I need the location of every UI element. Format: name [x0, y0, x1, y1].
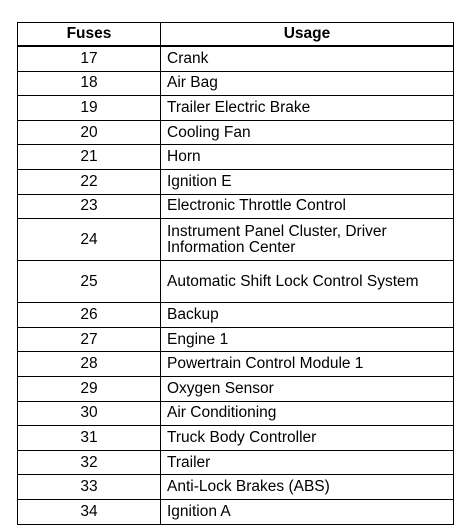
usage-cell: Cooling Fan — [161, 120, 454, 145]
usage-cell: Air Bag — [161, 71, 454, 96]
usage-cell: Truck Body Controller — [161, 426, 454, 451]
fuse-number-cell: 20 — [18, 120, 161, 145]
table-row — [18, 261, 454, 303]
fuses-column-header: Fuses — [18, 23, 161, 47]
table-row — [18, 376, 454, 401]
fuse-number-cell: 18 — [18, 71, 161, 96]
fuse-number-cell: 31 — [18, 426, 161, 451]
fuse-number-cell: 34 — [18, 499, 161, 524]
usage-cell: Ignition E — [161, 169, 454, 194]
table-row — [18, 352, 454, 377]
usage-cell: Trailer — [161, 450, 454, 475]
fuse-number-cell: 27 — [18, 327, 161, 352]
usage-cell: Oxygen Sensor — [161, 376, 454, 401]
table-row — [18, 96, 454, 121]
table-row — [18, 145, 454, 170]
table-row — [18, 46, 454, 71]
usage-cell: Trailer Electric Brake — [161, 96, 454, 121]
fuse-usage-table — [17, 22, 454, 525]
usage-cell: Ignition A — [161, 499, 454, 524]
table-row — [18, 401, 454, 426]
fuse-number-cell: 21 — [18, 145, 161, 170]
table-row — [18, 450, 454, 475]
fuse-number-cell: 17 — [18, 46, 161, 71]
table-body — [18, 46, 454, 524]
table-row — [18, 219, 454, 261]
table-row — [18, 327, 454, 352]
fuse-number-cell: 24 — [18, 219, 161, 261]
usage-cell: Horn — [161, 145, 454, 170]
table-row — [18, 120, 454, 145]
usage-cell: Powertrain Control Module 1 — [161, 352, 454, 377]
table-row — [18, 303, 454, 328]
fuse-number-cell: 33 — [18, 475, 161, 500]
usage-cell: Engine 1 — [161, 327, 454, 352]
usage-cell: Anti-Lock Brakes (ABS) — [161, 475, 454, 500]
usage-cell: Instrument Panel Cluster, Driver Information Center — [161, 219, 454, 261]
table-row — [18, 71, 454, 96]
fuse-number-cell: 19 — [18, 96, 161, 121]
table-row — [18, 169, 454, 194]
fuse-number-cell: 32 — [18, 450, 161, 475]
usage-cell: Backup — [161, 303, 454, 328]
table-row — [18, 499, 454, 524]
fuse-number-cell: 22 — [18, 169, 161, 194]
usage-cell: Air Conditioning — [161, 401, 454, 426]
fuse-number-cell: 29 — [18, 376, 161, 401]
table-row — [18, 475, 454, 500]
header-row — [18, 23, 454, 47]
fuse-number-cell: 26 — [18, 303, 161, 328]
table-row — [18, 426, 454, 451]
fuse-number-cell: 28 — [18, 352, 161, 377]
usage-column-header: Usage — [161, 23, 454, 47]
fuse-number-cell: 23 — [18, 194, 161, 219]
fuse-number-cell: 25 — [18, 261, 161, 303]
usage-cell: Electronic Throttle Control — [161, 194, 454, 219]
usage-cell: Automatic Shift Lock Control System — [161, 261, 454, 303]
table-row — [18, 194, 454, 219]
table-header — [18, 23, 454, 47]
usage-cell: Crank — [161, 46, 454, 71]
fuse-number-cell: 30 — [18, 401, 161, 426]
